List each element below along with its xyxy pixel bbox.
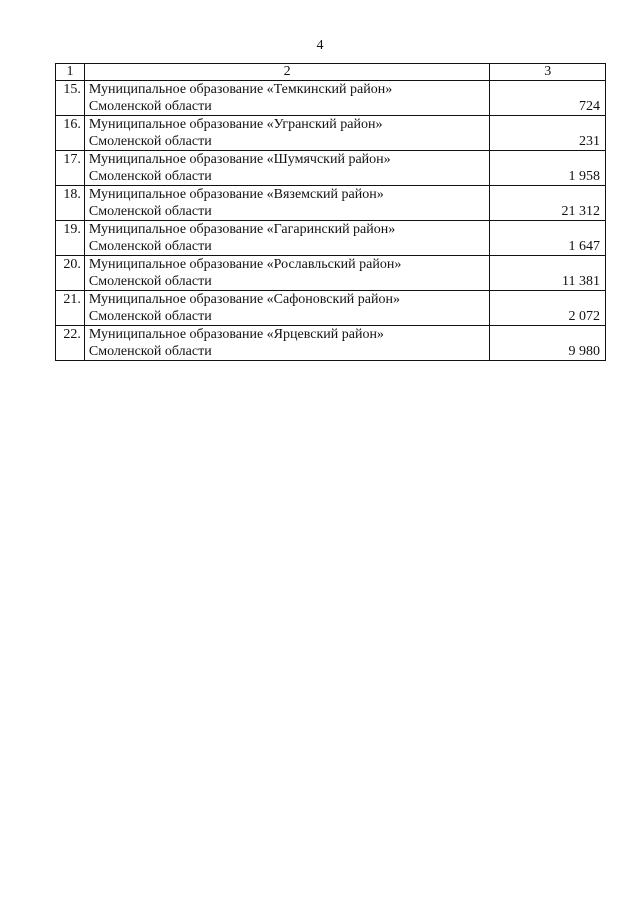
row-name-line2: Смоленской области — [88, 309, 212, 324]
row-name-line1: Муниципальное образование «Угранский район» — [88, 117, 383, 132]
row-name — [84, 291, 490, 326]
page-number: 4 — [316, 38, 324, 53]
row-number: 18. — [56, 186, 85, 221]
row-name-line1: Муниципальное образование «Гагаринский район» — [88, 222, 396, 237]
row-value: 9 980 — [490, 326, 606, 361]
row-name-line1: Муниципальное образование «Шумячский район» — [88, 152, 391, 167]
row-name-line2: Смоленской области — [88, 239, 212, 254]
row-name — [84, 221, 490, 256]
row-name-line2: Смоленской области — [88, 204, 212, 219]
row-name — [84, 326, 490, 361]
row-name-line1: Муниципальное образование «Сафоновский район» — [88, 292, 401, 307]
row-number: 15. — [56, 81, 85, 116]
row-value: 2 072 — [490, 291, 606, 326]
row-name — [84, 186, 490, 221]
row-name-line1: Муниципальное образование «Вяземский район» — [88, 187, 384, 202]
table-row — [56, 81, 606, 116]
header-row — [56, 64, 606, 81]
header-col-2: 2 — [84, 64, 490, 81]
row-name-line1: Муниципальное образование «Рославльский район» — [88, 257, 402, 272]
table-row — [56, 186, 606, 221]
row-number: 16. — [56, 116, 85, 151]
row-name-line2: Смоленской области — [88, 99, 212, 114]
table-row — [56, 291, 606, 326]
table-body — [56, 81, 606, 361]
row-name-line2: Смоленской области — [88, 169, 212, 184]
row-name-line2: Смоленской области — [88, 274, 212, 289]
header-col-1: 1 — [56, 64, 85, 81]
row-name-line1: Муниципальное образование «Ярцевский район» — [88, 327, 384, 342]
row-value: 11 381 — [490, 256, 606, 291]
table-row — [56, 326, 606, 361]
row-value: 724 — [490, 81, 606, 116]
row-name — [84, 116, 490, 151]
table-row — [56, 116, 606, 151]
row-name — [84, 151, 490, 186]
table-header — [56, 64, 606, 81]
row-value: 231 — [490, 116, 606, 151]
row-name — [84, 256, 490, 291]
row-value: 21 312 — [490, 186, 606, 221]
row-number: 21. — [56, 291, 85, 326]
row-number: 22. — [56, 326, 85, 361]
table-row — [56, 221, 606, 256]
table-row — [56, 256, 606, 291]
row-name — [84, 81, 490, 116]
row-value: 1 958 — [490, 151, 606, 186]
row-name-line1: Муниципальное образование «Темкинский район» — [88, 82, 393, 97]
row-value: 1 647 — [490, 221, 606, 256]
row-number: 19. — [56, 221, 85, 256]
row-name-line2: Смоленской области — [88, 344, 212, 359]
row-number: 20. — [56, 256, 85, 291]
row-name-line2: Смоленской области — [88, 134, 212, 149]
data-table — [55, 63, 606, 361]
table-row — [56, 151, 606, 186]
row-number: 17. — [56, 151, 85, 186]
header-col-3: 3 — [490, 64, 606, 81]
